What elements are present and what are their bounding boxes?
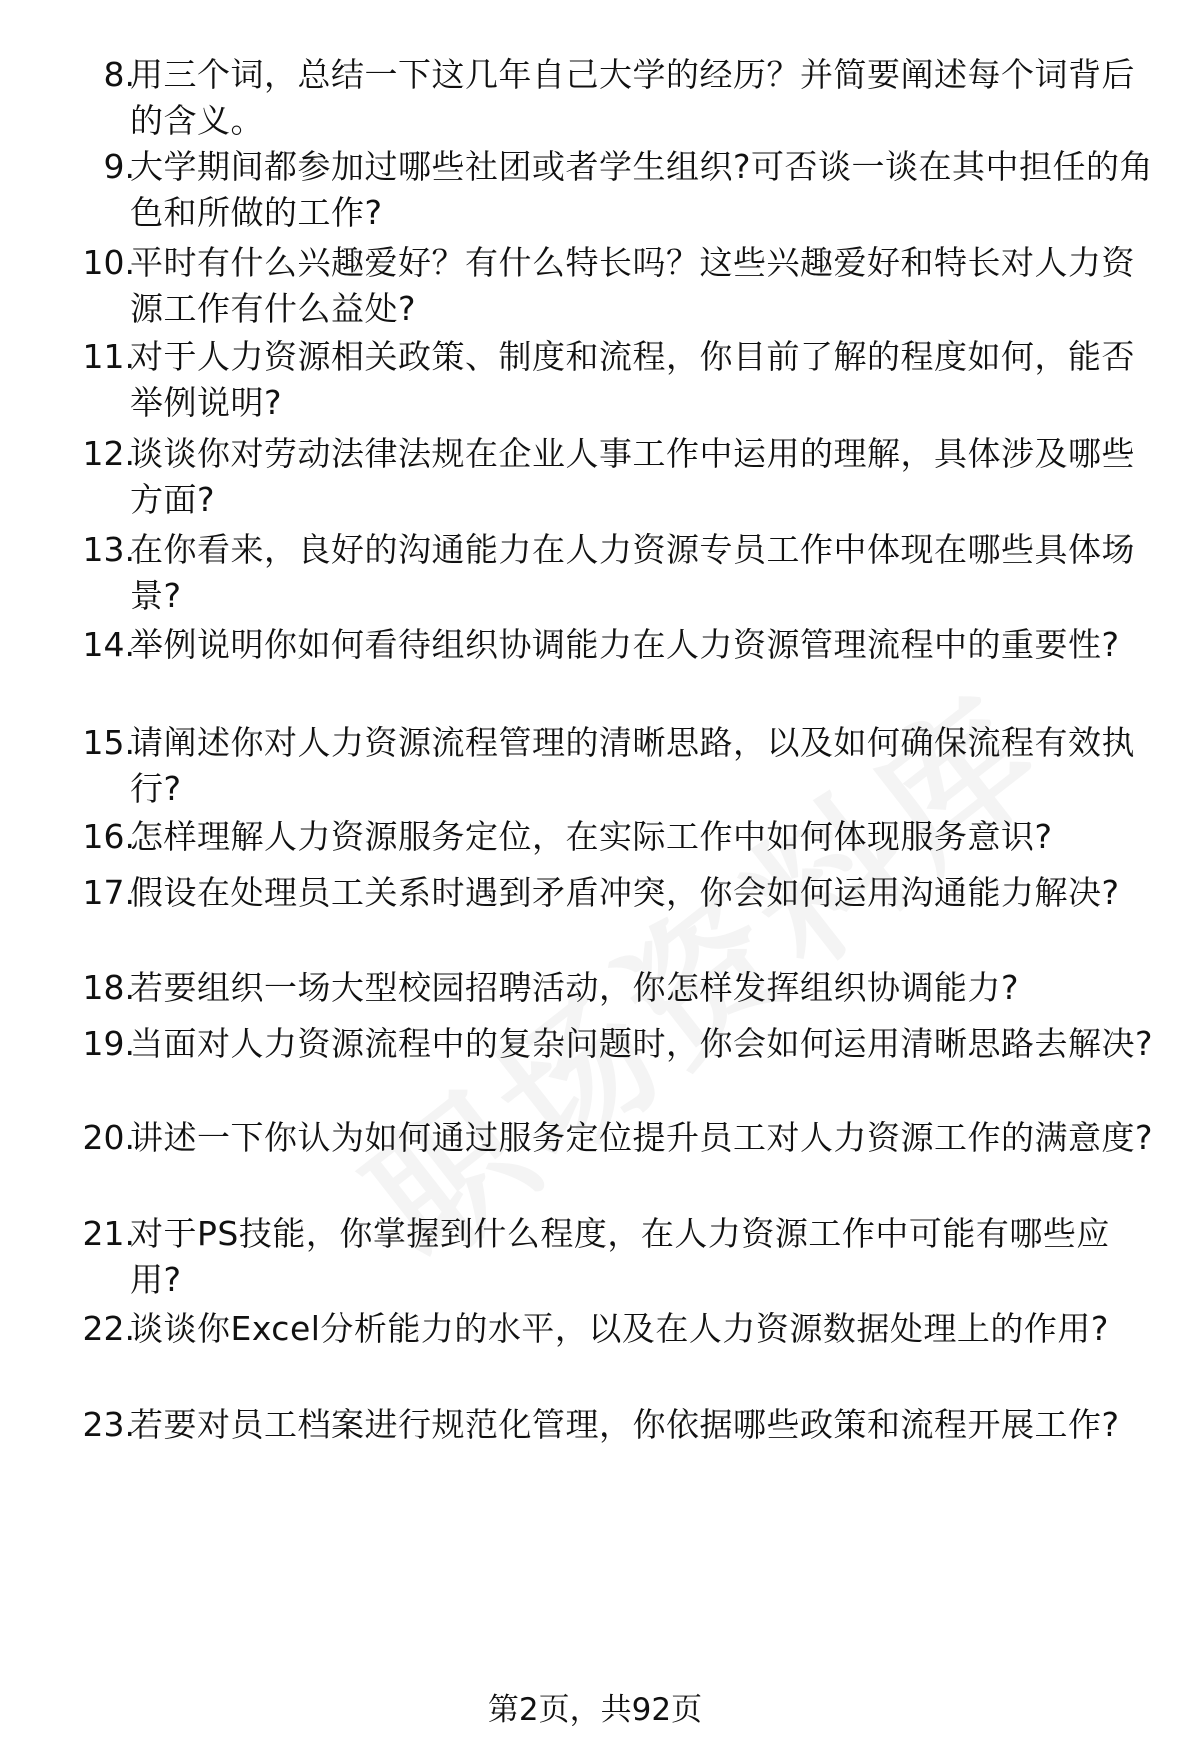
question-number: 20. — [82, 1118, 135, 1157]
question-text: 对于PS技能，你掌握到什么程度，在人力资源工作中可能有哪些应用? — [130, 1214, 1110, 1299]
question-number: 13. — [82, 530, 135, 569]
question-number: 14. — [82, 625, 135, 664]
question-number: 21. — [82, 1214, 135, 1253]
question-number: 17. — [82, 873, 135, 912]
page-indicator: 第2页，共92页 — [487, 1692, 703, 1728]
question-text: 对于人力资源相关政策、制度和流程，你目前了解的程度如何，能否举例说明? — [130, 337, 1135, 422]
question-text: 当面对人力资源流程中的复杂问题时，你会如何运用清晰思路去解决? — [130, 1024, 1154, 1063]
question-number: 23. — [82, 1405, 135, 1444]
question-text: 若要组织一场大型校园招聘活动，你怎样发挥组织协调能力? — [130, 968, 1020, 1007]
question-number: 18. — [82, 968, 135, 1007]
question-text: 举例说明你如何看待组织协调能力在人力资源管理流程中的重要性? — [130, 625, 1120, 664]
question-text: 谈谈你对劳动法律法规在企业人事工作中运用的理解，具体涉及哪些方面? — [130, 434, 1135, 519]
question-text: 平时有什么兴趣爱好？有什么特长吗？这些兴趣爱好和特长对人力资源工作有什么益处? — [130, 243, 1135, 328]
question-number: 8. — [103, 55, 135, 94]
question-text: 讲述一下你认为如何通过服务定位提升员工对人力资源工作的满意度? — [130, 1118, 1154, 1157]
question-text: 大学期间都参加过哪些社团或者学生组织?可否谈一谈在其中担任的角色和所做的工作? — [130, 147, 1154, 232]
question-text: 在你看来，良好的沟通能力在人力资源专员工作中体现在哪些具体场景? — [130, 530, 1135, 615]
question-number: 9. — [103, 147, 135, 186]
question-text: 若要对员工档案进行规范化管理，你依据哪些政策和流程开展工作? — [130, 1405, 1120, 1444]
question-number: 10. — [82, 243, 135, 282]
question-number: 12. — [82, 434, 135, 473]
question-number: 11. — [82, 337, 135, 376]
question-number: 15. — [82, 723, 135, 762]
question-text: 用三个词，总结一下这几年自己大学的经历？并简要阐述每个词背后的含义。 — [130, 55, 1135, 140]
question-text: 谈谈你Excel分析能力的水平，以及在人力资源数据处理上的作用? — [130, 1309, 1109, 1348]
question-number: 19. — [82, 1024, 135, 1063]
question-text: 怎样理解人力资源服务定位，在实际工作中如何体现服务意识? — [130, 817, 1053, 856]
question-number: 22. — [82, 1309, 135, 1348]
question-number: 16. — [82, 817, 135, 856]
question-text: 请阐述你对人力资源流程管理的清晰思路，以及如何确保流程有效执行? — [130, 723, 1135, 808]
question-text: 假设在处理员工关系时遇到矛盾冲突，你会如何运用沟通能力解决? — [130, 873, 1120, 912]
